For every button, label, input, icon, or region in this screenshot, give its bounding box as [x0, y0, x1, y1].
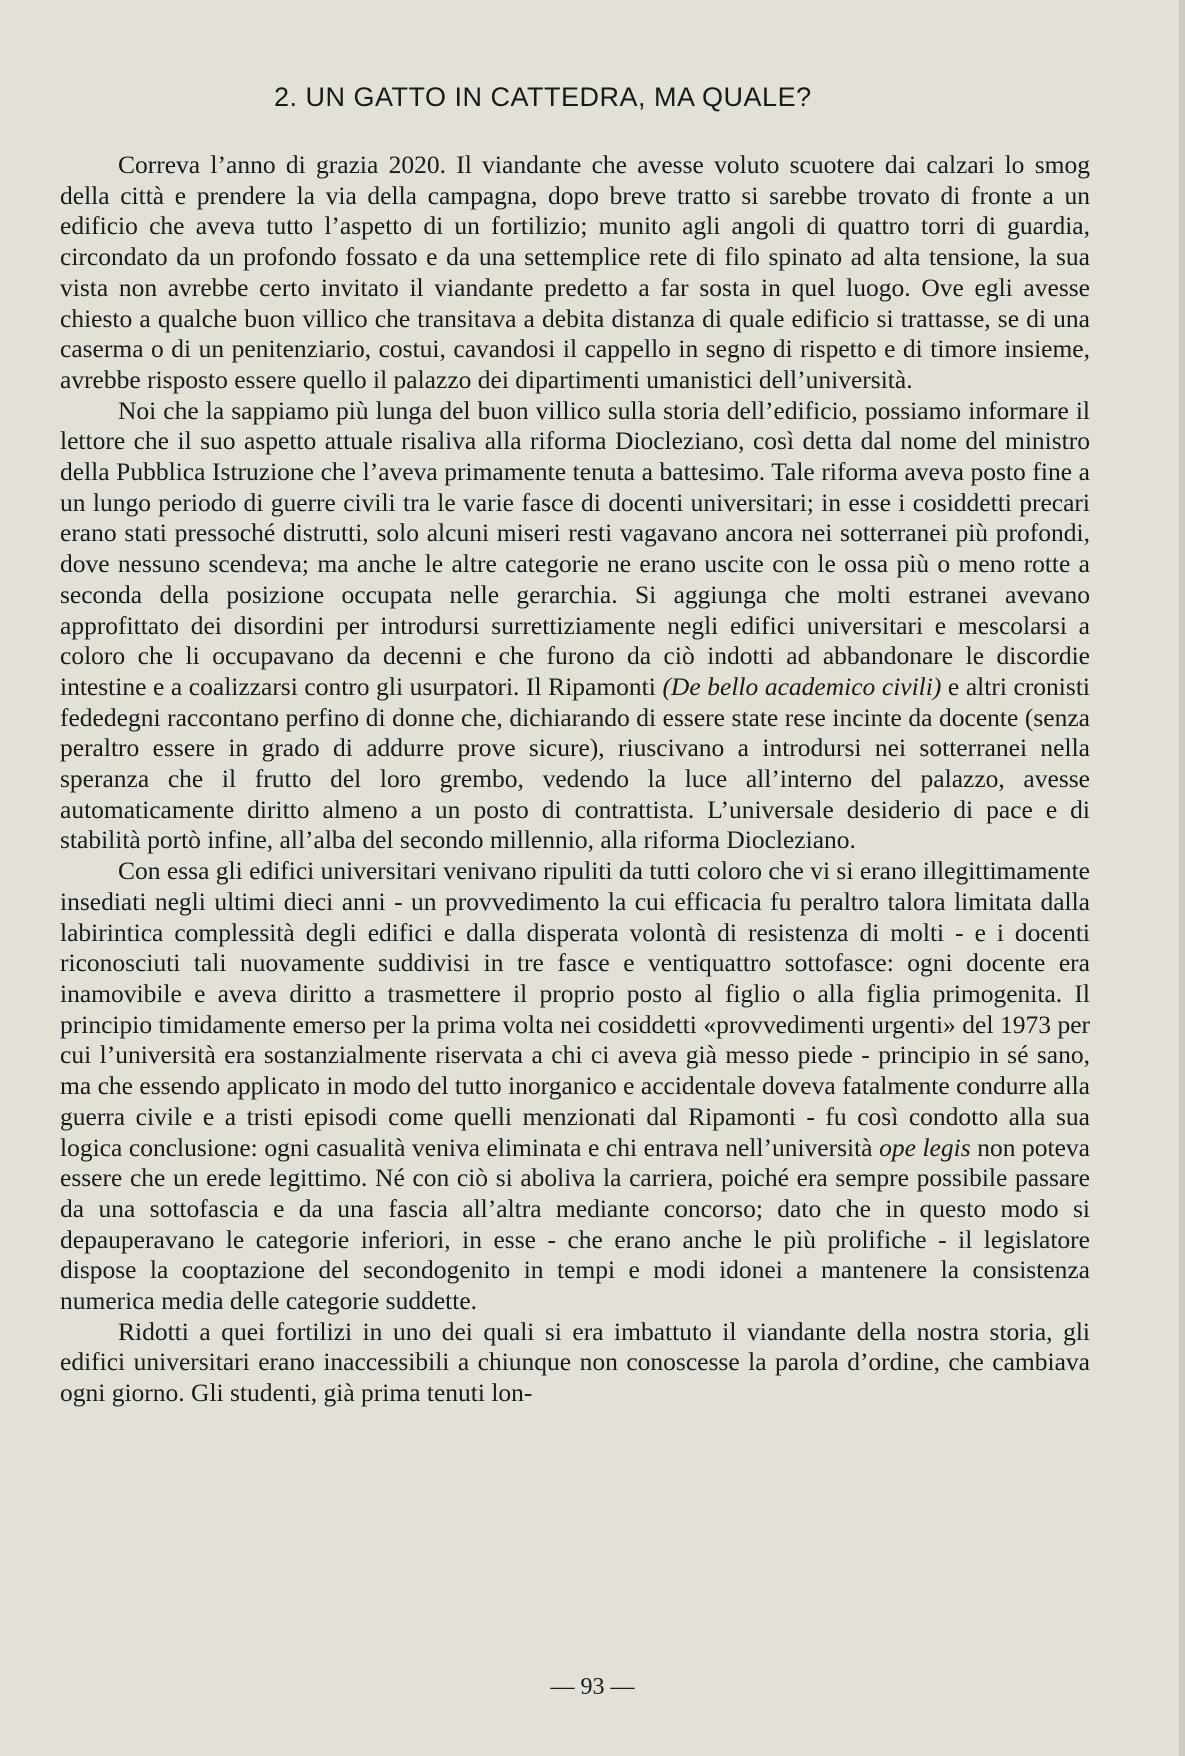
paragraph-1: Correva l’anno di grazia 2020. Il viandante che avesse voluto scuotere dai calzari lo smog della città e prendere la via della campagna, dopo breve tratto si sarebbe trovato di fronte a un edificio che aveva tutto l’aspetto di un fortilizio; munito agli angoli di quattro torri di guardia, circondato da un profondo fossato e da una settemplice rete di filo spinato ad alta tensione, la sua vista non avrebbe certo invitato il viandante predetto a far sosta in quel luogo. Ove egli avesse chiesto a qualche buon villico che transitava a debita distanza di quale edificio si trattasse, se di una caserma o di un penitenziario, costui, cavandosi il cappello in segno di rispetto e di timore insieme, avrebbe risposto essere quello il palazzo dei dipartimenti umanistici dell’università. [60, 150, 1090, 394]
paragraph-2 [60, 396, 1090, 857]
page-edge [1179, 0, 1185, 1756]
paragraph-3-text-b: non poteva essere che un erede legittimo. Né con ciò si aboliva la carriera, poiché era sempre possibile passare da una sottofascia e da una fascia all’altra mediante concorso; dato che in questo modo si depauperavano le categorie inferiori, in esse - che erano anche le più prolifiche - il legislatore dispose la cooptazione del secondogenito in tempi e modi idonei a mantenere la consistenza numerica media delle categorie suddette. [60, 1132, 1091, 1316]
paragraph-2-text-a: Noi che la sappiamo più lunga del buon villico sulla storia dell’edificio, possiamo informare il lettore che il suo aspetto attuale risaliva alla riforma Diocleziano, così detta dal nome del ministro della Pubblica Istruzione che l’aveva primamente tenuta a battesimo. Tale riforma aveva posto fine a un lungo periodo di guerre civili tra le varie fasce di docenti universitari; in esse i cosiddetti precari erano stati pressoché distrutti, solo alcuni miseri resti vagavano ancora nei sotterranei più profondi, dove nessuno scendeva; ma anche le altre categorie ne erano uscite con le ossa più o meno rotte a seconda della posizione occupata nelle gerarchia. Si aggiunga che molti estranei avevano approfittato dei disordini per introdursi surrettiziamente negli edifici universitari e mescolarsi a coloro che li occupavano da decenni e che furono da ciò indotti ad abbandonare le discordie intestine e a coalizzarsi contro gli usurpatori. Il Ripamonti [60, 395, 1090, 701]
page-body [60, 82, 1090, 1409]
page-number: — 93 — [550, 1674, 635, 1700]
paragraph-2-text-b: e altri cronisti fededegni raccontano perfino di donne che, dichiarando di essere state rese incinte da docente (senza peraltro essere in grado di addurre prove sicure), riuscivano a introdursi nei sotterranei nella speranza che il frutto del loro grembo, vedendo la luce all’interno del palazzo, avesse automaticamente diritto almeno a un posto di contrattista. L’universale desiderio di pace e di stabilità portò infine, all’alba del secondo millennio, alla riforma Diocleziano. [60, 671, 1090, 855]
paragraph-3 [60, 856, 1090, 1317]
paragraph-3-text-a: Con essa gli edifici universitari venivano ripuliti da tutti coloro che vi si erano illegittimamente insediati negli ultimi dieci anni - un provvedimento la cui efficacia fu peraltro talora limitata dalla labirintica complessità degli edifici e dalla disperata volontà di resistenza di molti - e i docenti riconosciuti tali nuovamente suddivisi in tre fasce e ventiquattro sottofasce: ogni docente era inamovibile e aveva diritto a trasmettere il proprio posto al figlio o alla figlia primogenita. Il principio timidamente emerso per la prima volta nei cosiddetti «provvedimenti urgenti» del 1973 per cui l’università era sostanzialmente riservata a chi ci aveva già messo piede - principio in sé sano, ma che essendo applicato in modo del tutto inorganico e accidentale doveva fatalmente condurre alla guerra civile e a tristi episodi come quelli menzionati dal Ripamonti - fu così condotto alla sua logica conclusione: ogni casualità veniva eliminata e chi entrava nell’università [60, 856, 1090, 1162]
latin-ope-legis: ope legis [879, 1132, 971, 1162]
citation-de-bello-academico: (De bello academico civili) [662, 671, 942, 701]
chapter-title: 2. UN GATTO IN CATTEDRA, MA QUALE? [274, 82, 812, 112]
paragraph-4: Ridotti a quei fortilizi in uno dei quali si era imbattuto il viandante della nostra storia, gli edifici universitari erano inaccessibili a chiunque non conoscesse la parola d’ordine, che cambiava ogni giorno. Gli studenti, già prima tenuti lon- [60, 1316, 1090, 1408]
